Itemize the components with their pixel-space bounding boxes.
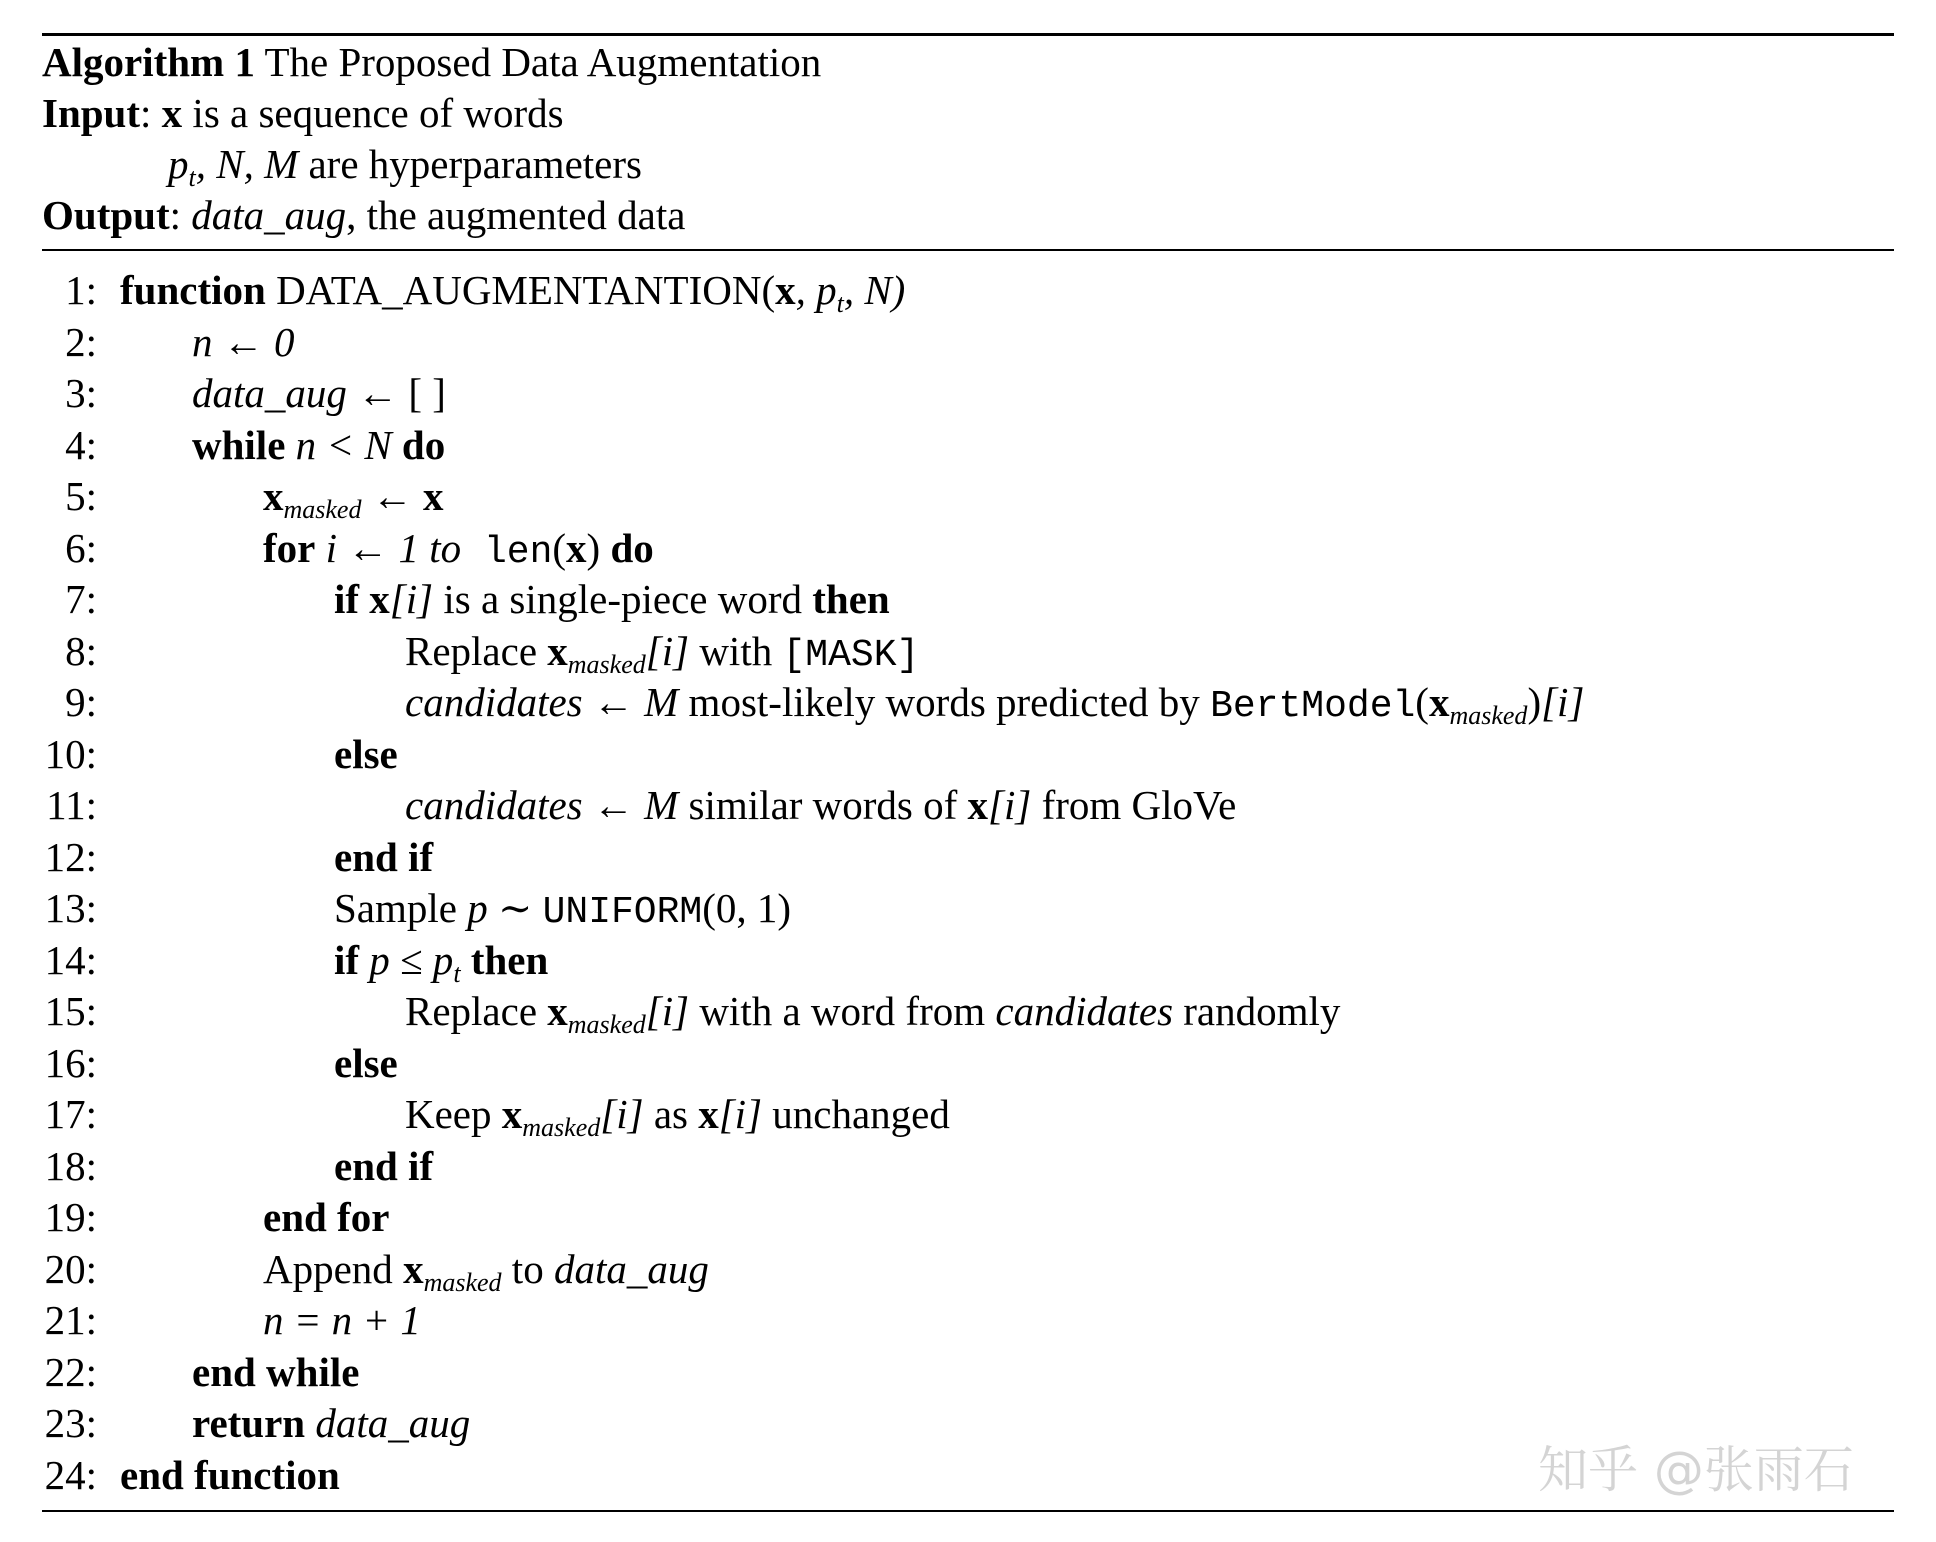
keyword: end if [334, 1142, 434, 1189]
line-number: 5: [65, 473, 97, 519]
text: as [643, 1091, 699, 1137]
var: candidates [995, 988, 1174, 1034]
text: Replace [405, 627, 548, 674]
keyword: then [812, 576, 890, 622]
hyper-desc: are hyperparameters [308, 141, 642, 187]
line-number: 20: [44, 1245, 97, 1292]
text: from GloVe [1031, 782, 1237, 828]
var-x: x [369, 576, 390, 622]
code-line [42, 1295, 1894, 1347]
code-line [42, 935, 1894, 987]
var-x: x [547, 988, 568, 1034]
statement: ← [ ] [346, 370, 446, 416]
input-label: Input [42, 90, 141, 136]
text: Append [263, 1245, 404, 1292]
line-number: 21: [44, 1297, 97, 1343]
paren: ( [552, 524, 567, 571]
keyword: return [192, 1400, 306, 1446]
var: candidates [405, 782, 583, 828]
paren: ) [586, 524, 611, 571]
condition: n < N [285, 421, 402, 468]
var-x: x [1428, 679, 1450, 725]
keyword: function [120, 267, 266, 313]
line-number: 23: [44, 1400, 97, 1446]
keyword: end while [192, 1348, 360, 1395]
code-line [42, 574, 1894, 626]
var-x: x [501, 1091, 523, 1137]
keyword: for [263, 524, 316, 571]
keyword: else [334, 730, 398, 777]
code-line [42, 626, 1894, 678]
line-number: 12: [44, 833, 97, 880]
iterator: i ← 1 [315, 524, 430, 571]
text: similar words of [678, 782, 968, 828]
var: data_aug [315, 1400, 471, 1446]
var: data_aug [553, 1245, 709, 1292]
text: to [501, 1245, 554, 1292]
input-line: Input: x is a sequence of words [42, 90, 564, 136]
code-line [42, 1192, 1894, 1244]
code-line [42, 832, 1894, 884]
line-number: 8: [65, 627, 97, 674]
keyword: do [401, 421, 446, 468]
text: most-likely words predicted by [678, 679, 1211, 725]
text: randomly [1173, 988, 1341, 1034]
keyword: else [334, 1039, 398, 1086]
output-line: Output: data_aug, the augmented data [42, 192, 686, 238]
keyword: do [610, 524, 654, 571]
to: to [429, 524, 462, 571]
text: Replace [405, 988, 548, 1034]
keyword: while [192, 421, 286, 468]
code-line [42, 420, 1894, 472]
keyword: end function [120, 1451, 340, 1498]
algorithm-caption [42, 36, 821, 88]
code-line [42, 1089, 1894, 1141]
function-name: DATA_AUGMENTANTION [276, 267, 762, 313]
line-number: 18: [44, 1142, 97, 1189]
line-number: 3: [65, 370, 97, 416]
code-line [42, 729, 1894, 781]
var-x: x [775, 267, 796, 313]
input-var: x [161, 90, 183, 136]
index: [i] [645, 627, 690, 674]
arrow: ← [361, 473, 423, 519]
code-line [42, 368, 1894, 420]
arg: , N) [843, 267, 906, 313]
line-number: 13: [44, 885, 97, 931]
code-line [42, 986, 1894, 1038]
code-line [42, 265, 1894, 317]
middle-rule [42, 249, 1894, 251]
subscript: masked [423, 1267, 502, 1297]
line-number: 6: [65, 524, 97, 571]
line-number: 19: [44, 1194, 97, 1240]
keyword: then [470, 936, 549, 983]
line-number: 17: [44, 1091, 97, 1137]
var-x: x [698, 1091, 719, 1137]
line-number: 9: [65, 679, 97, 725]
hyper-p-sub: t [188, 163, 196, 192]
hyper-rest: , N, M [195, 141, 299, 187]
var: data_aug [192, 370, 347, 416]
code-line [42, 523, 1894, 575]
output-label: Output [42, 192, 170, 238]
code-line [42, 1141, 1894, 1193]
var: M [644, 679, 679, 725]
line-number: 22: [44, 1348, 97, 1395]
input-hyperparams-line [168, 138, 642, 190]
line-number: 1: [65, 267, 97, 313]
code-line [42, 780, 1894, 832]
algorithm-title: The Proposed Data Augmentation [264, 39, 822, 85]
zhihu-watermark: 知乎 @张雨石 [1538, 1441, 1854, 1499]
uniform-fn: UNIFORM [542, 891, 703, 934]
line-number: 24: [44, 1451, 97, 1498]
text: is a single-piece word [433, 576, 813, 622]
keyword: if [334, 936, 360, 983]
index: [i] [1541, 679, 1585, 725]
var-x: x [547, 627, 568, 674]
index: [i] [988, 782, 1032, 828]
subscript: masked [567, 1010, 646, 1039]
code-line [42, 1347, 1894, 1399]
subscript: masked [522, 1113, 601, 1142]
var-x: x [566, 524, 587, 571]
condition: p ≤ p [359, 936, 454, 983]
algorithm-label: Algorithm 1 [42, 39, 255, 85]
statement: n = n + 1 [263, 1297, 421, 1343]
code-line [42, 317, 1894, 369]
code-line [42, 1244, 1894, 1296]
keyword: end if [334, 833, 434, 880]
var-x: x [263, 473, 284, 519]
output-var: data_aug [191, 192, 347, 238]
arrow: ← [582, 679, 645, 725]
text: Sample [334, 885, 468, 931]
keyword: end for [263, 1194, 390, 1240]
paren: ( [1415, 679, 1429, 725]
var: candidates [405, 679, 583, 725]
line-number: 7: [65, 576, 97, 622]
var: M [644, 782, 679, 828]
arrow: ← [582, 782, 645, 828]
var-x: x [422, 473, 444, 519]
code-line [42, 1038, 1894, 1090]
subscript: masked [567, 649, 646, 679]
line-number: 11: [46, 782, 97, 828]
var-x: x [403, 1245, 424, 1292]
len-fn: len [461, 530, 553, 574]
var-x: x [967, 782, 989, 828]
mask-token: [MASK] [782, 633, 920, 677]
input-desc: is a sequence of words [192, 90, 564, 136]
bert-model: BertModel [1210, 685, 1416, 728]
index: [i] [718, 1091, 763, 1137]
text: unchanged [762, 1091, 950, 1137]
keyword: if [334, 576, 360, 622]
line-number: 14: [44, 936, 97, 983]
line-number: 15: [44, 988, 97, 1034]
paren: ( [761, 267, 776, 313]
line-number: 16: [44, 1039, 97, 1086]
subscript: masked [283, 495, 362, 524]
index: [i] [389, 576, 434, 622]
bottom-rule [42, 1510, 1894, 1512]
var: p ∼ [467, 885, 543, 931]
args: (0, 1) [702, 885, 792, 931]
index: [i] [645, 988, 690, 1034]
index: [i] [600, 1091, 644, 1137]
statement: n ← 0 [192, 318, 295, 365]
line-number: 4: [65, 421, 97, 468]
line-number: 2: [65, 318, 97, 365]
text: with a word from [689, 988, 996, 1034]
hyper-p: p [168, 141, 189, 187]
subscript: t [836, 289, 844, 318]
code-line: 9: candidates ← M most-likely words predicted by $BertModel(x_{masked})[i]$ [42, 677, 1894, 729]
line-number: 10: [44, 730, 97, 777]
subscript: t [453, 958, 461, 988]
arg: , p [795, 267, 837, 313]
code-line [42, 471, 1894, 523]
subscript: masked [1449, 701, 1528, 730]
text: Keep [405, 1091, 502, 1137]
text: with [689, 627, 783, 674]
code-line [42, 883, 1894, 935]
output-desc: , the augmented data [346, 192, 686, 238]
